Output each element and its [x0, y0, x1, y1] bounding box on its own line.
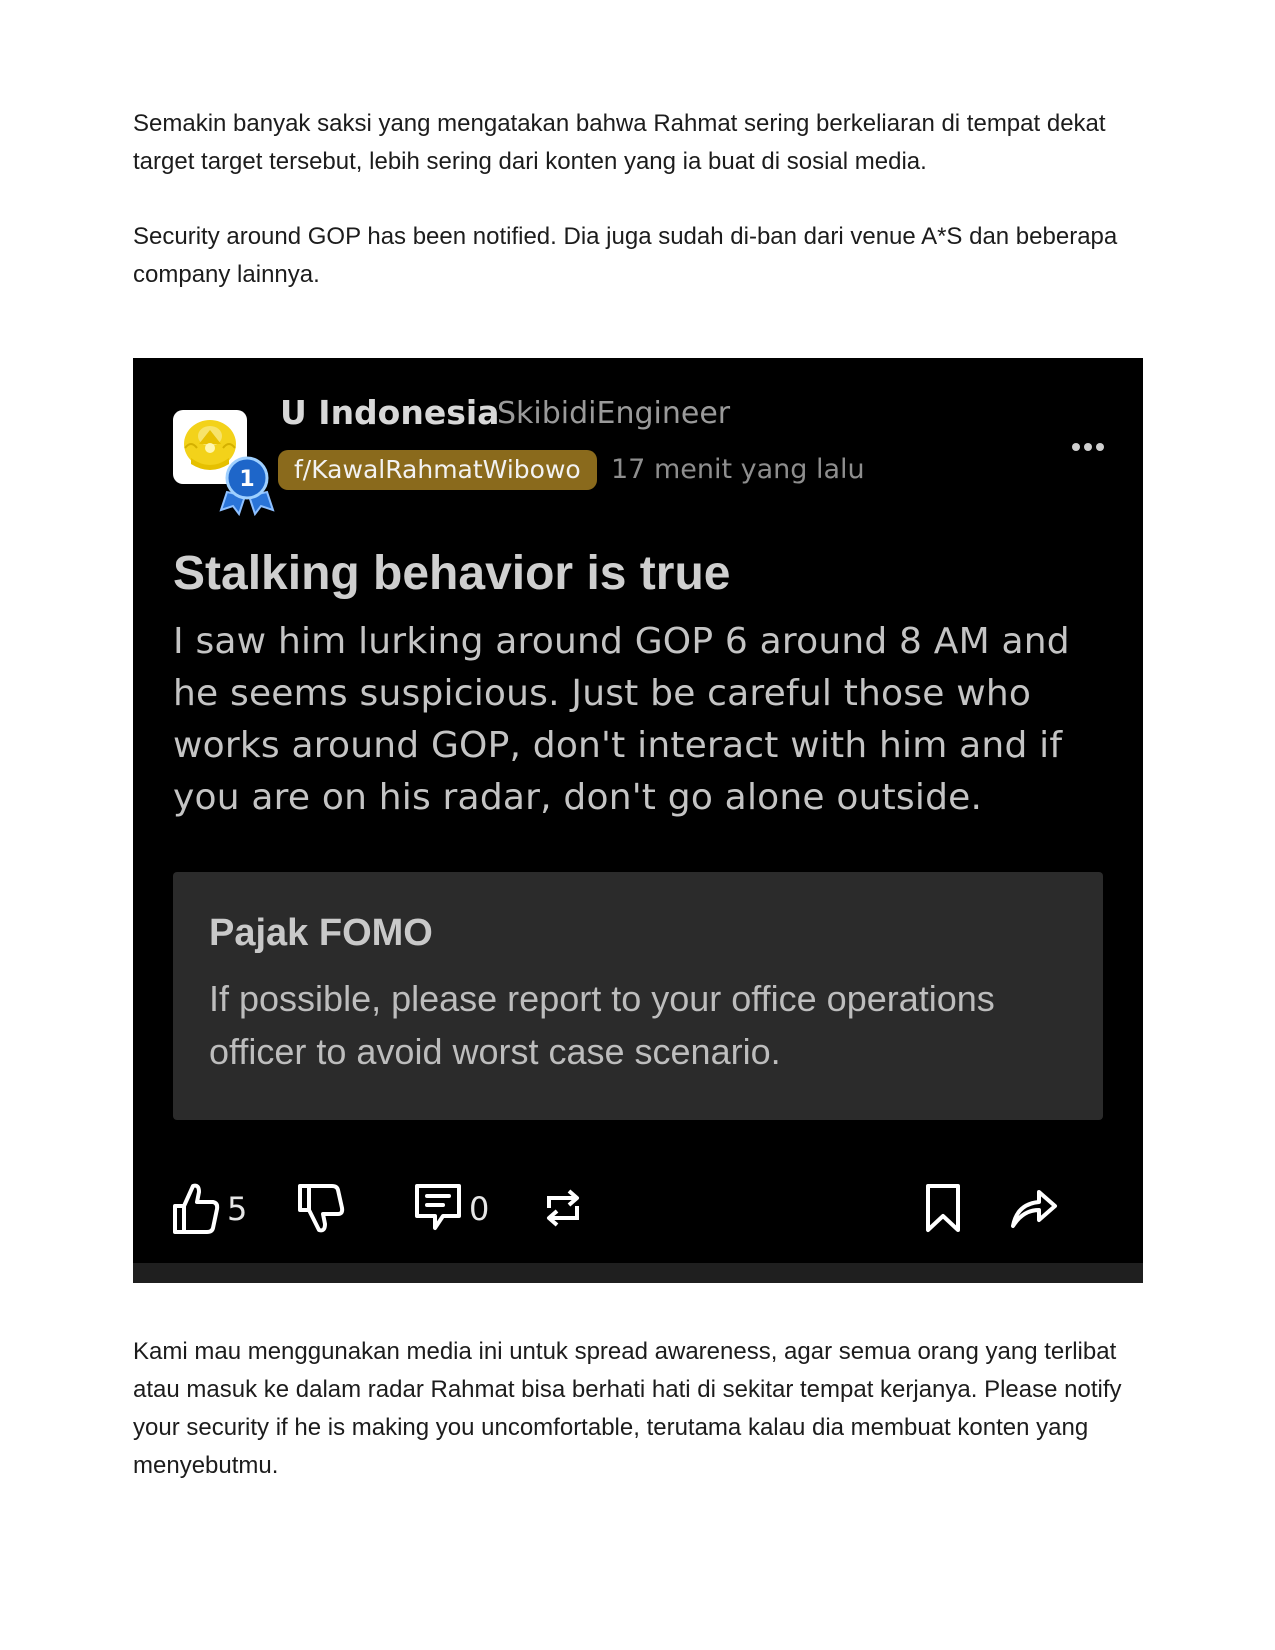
- like-count: 5: [227, 1190, 248, 1228]
- quote-text: If possible, please report to your office operations officer to avoid worst case scenario.: [209, 978, 995, 1072]
- bookmark-icon: [923, 1180, 963, 1236]
- repost-icon: [543, 1180, 583, 1236]
- username[interactable]: SkibidiEngineer: [497, 396, 731, 431]
- more-options-icon[interactable]: [1071, 442, 1105, 452]
- dislike-button[interactable]: [296, 1180, 346, 1236]
- share-button[interactable]: [1009, 1180, 1059, 1236]
- paragraph-intro: Semakin banyak saksi yang mengatakan bahwa Rahmat sering berkeliaran di tempat dekat target target tersebut, lebih sering dari konten yang ia buat di sosial media.: [133, 110, 1106, 175]
- paragraph-awareness: Kami mau menggunakan media ini untuk spread awareness, agar semua orang yang terlibat atau masuk ke dalam radar Rahmat bisa berhati hati di sekitar tempat kerjanya. Please notify your security if he is making you uncomfortable, terutama kalau dia membuat konten yang menyebutmu.: [133, 1338, 1122, 1479]
- repost-button[interactable]: [543, 1180, 583, 1236]
- award-badge-icon: [217, 452, 277, 516]
- quoted-comment[interactable]: [173, 872, 1103, 1120]
- paragraph-security: Security around GOP has been notified. Dia juga sudah di-ban dari venue A*S dan beberapa company lainnya.: [133, 223, 1118, 288]
- share-icon: [1009, 1180, 1059, 1236]
- post-title: Stalking behavior is true: [173, 547, 731, 600]
- comment-button[interactable]: [413, 1180, 463, 1236]
- forum-tag[interactable]: f/KawalRahmatWibowo: [278, 450, 597, 490]
- screenshot-bottom-strip: [133, 1263, 1143, 1283]
- quote-author: Pajak FOMO: [209, 912, 433, 954]
- bookmark-button[interactable]: [923, 1180, 963, 1236]
- post-time: 17 menit yang lalu: [611, 454, 865, 485]
- comment-icon: [413, 1180, 463, 1236]
- avatar[interactable]: [173, 410, 255, 492]
- university-name[interactable]: U Indonesia: [280, 393, 500, 432]
- badge-number: 1: [239, 467, 255, 492]
- thumbs-down-icon: [296, 1180, 346, 1236]
- like-button[interactable]: [171, 1180, 221, 1236]
- post-screenshot: [133, 358, 1143, 1283]
- comment-count: 0: [469, 1190, 490, 1228]
- thumbs-up-icon: [171, 1180, 221, 1236]
- post-body: I saw him lurking around GOP 6 around 8 AM and he seems suspicious. Just be careful those who works around GOP, don't interact with him and if you are on his radar, don't go alone outside.: [173, 621, 1070, 818]
